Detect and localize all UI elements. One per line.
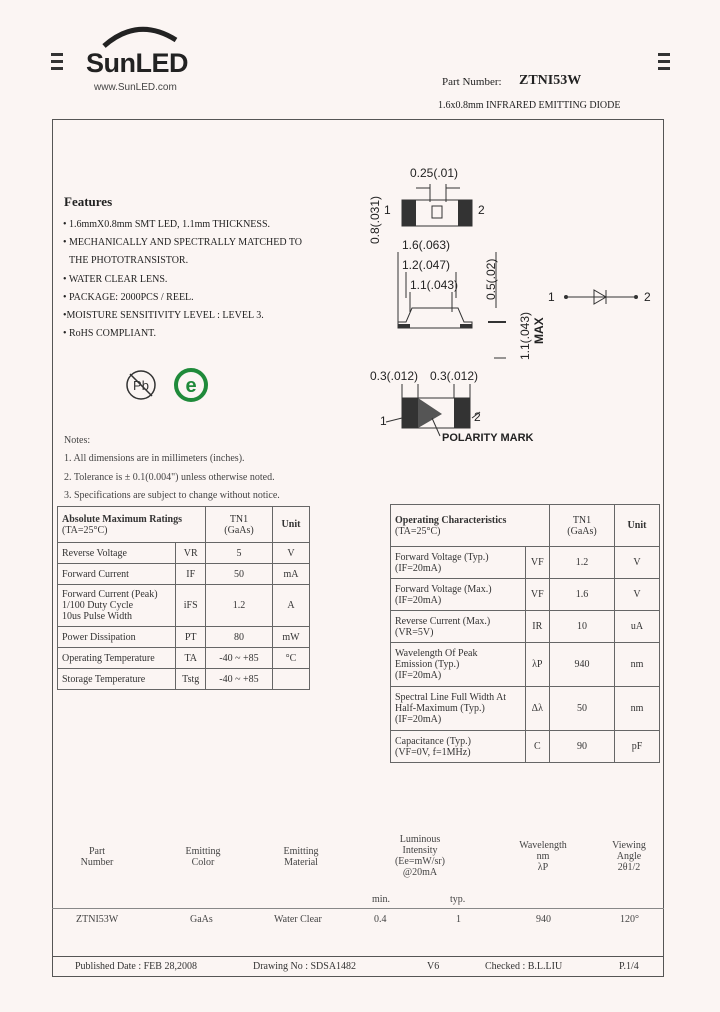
op-value-cell: 1.2: [550, 547, 615, 579]
abs-symbol-cell: iFS: [176, 585, 206, 627]
abs-value-cell: -40 ~ +85: [206, 669, 273, 690]
sun-arc-icon: [100, 24, 180, 48]
rohs-e-icon: [172, 366, 210, 404]
op-value-cell: 50: [550, 687, 615, 731]
note-item: 1. All dimensions are in millimeters (inches).: [64, 453, 245, 465]
pb-text: Pb: [133, 378, 149, 393]
guide-divider: [52, 908, 664, 909]
feature-item: THE PHOTOTRANSISTOR.: [69, 255, 189, 267]
pin-1-label: 1: [384, 203, 391, 217]
h-material: Emitting Material: [283, 846, 319, 868]
features-title: Features: [64, 194, 113, 209]
footer: [52, 957, 664, 977]
abs-value-cell: -40 ~ +85: [206, 648, 273, 669]
part-number: ZTNI53W: [519, 73, 582, 88]
dim-025: 0.25(.01): [410, 166, 459, 180]
feature-item: •MOISTURE SENSITIVITY LEVEL : LEVEL 3.: [63, 310, 264, 322]
abs-param-cell: Forward Current (Peak) 1/100 Duty Cycle 10us Pulse Width: [58, 585, 176, 627]
circuit-pin-2: 2: [644, 290, 651, 304]
op-unit-cell: V: [615, 579, 660, 611]
h-luminous: Luminous Intensity (Ee=mW/sr) @20mA: [394, 834, 446, 878]
op-symbol-cell: λP: [525, 643, 549, 687]
op-value-cell: 90: [550, 731, 615, 763]
op-param-cell: Wavelength Of Peak Emission (Typ.) (IF=20mA): [391, 643, 526, 687]
op-symbol-cell: Δλ: [525, 687, 549, 731]
website-link[interactable]: www.SunLED.com: [94, 82, 177, 93]
notes-block: [64, 432, 280, 505]
abs-symbol-cell: PT: [176, 627, 206, 648]
op-symbol-cell: C: [525, 731, 549, 763]
typ-label: typ.: [450, 894, 466, 905]
abs-param-cell: Forward Current: [58, 564, 176, 585]
abs-header: Absolute Maximum Ratings (TA=25°C): [58, 507, 206, 543]
op-unit-cell: nm: [615, 687, 660, 731]
max-label: MAX: [532, 317, 546, 344]
row-wave: 940: [536, 914, 551, 925]
feature-item: • RoHS COMPLIANT.: [63, 328, 157, 340]
features-list: [63, 216, 302, 343]
feature-item: • 1.6mmX0.8mm SMT LED, 1.1mm THICKNESS.: [63, 219, 271, 230]
abs-unit-cell: [273, 669, 310, 690]
abs-unit-header: Unit: [273, 507, 310, 543]
abs-unit-cell: mW: [273, 627, 310, 648]
feature-item: • WATER CLEAR LENS.: [63, 273, 168, 285]
bottom-pin-1: 1: [380, 414, 387, 428]
op-header: Operating Characteristics (TA=25°C): [391, 505, 550, 547]
row-angle: 120°: [620, 914, 639, 925]
e-text: e: [185, 375, 197, 397]
dim-12: 1.2(.047): [402, 258, 451, 272]
abs-value-cell: 80: [206, 627, 273, 648]
abs-unit-cell: mA: [273, 564, 310, 585]
abs-unit-cell: V: [273, 543, 310, 564]
op-row: [391, 687, 660, 731]
checked-by: Checked : B.L.LIU: [485, 961, 563, 972]
published-date: Published Date : FEB 28,2008: [75, 961, 197, 972]
abs-param-cell: Storage Temperature: [58, 669, 176, 690]
row-material: Water Clear: [274, 914, 322, 925]
dim-03b: 0.3(.012): [430, 369, 479, 383]
polarity-mark-label: POLARITY MARK: [442, 432, 534, 444]
row-part: ZTNI53W: [76, 914, 119, 925]
row-color: GaAs: [190, 914, 213, 925]
op-unit-cell: V: [615, 547, 660, 579]
abs-row: [58, 543, 310, 564]
operating-characteristics-table: [390, 504, 660, 763]
min-label: min.: [372, 894, 391, 905]
note-item: 3. Specifications are subject to change without notice.: [64, 489, 280, 501]
version: V6: [427, 961, 440, 972]
op-row: [391, 579, 660, 611]
h-part: Part Number: [80, 846, 114, 868]
absolute-max-table: [57, 506, 310, 690]
op-tn1-header: TN1 (GaAs): [550, 505, 615, 547]
op-unit-cell: pF: [615, 731, 660, 763]
h-color: Emitting Color: [185, 846, 221, 868]
dim-16: 1.6(.063): [402, 238, 451, 252]
abs-value-cell: 50: [206, 564, 273, 585]
dim-05: 0.5(.02): [484, 258, 498, 300]
op-param-cell: Forward Voltage (Typ.) (IF=20mA): [391, 547, 526, 579]
abs-symbol-cell: IF: [176, 564, 206, 585]
op-row: [391, 731, 660, 763]
abs-symbol-cell: TA: [176, 648, 206, 669]
op-value-cell: 940: [550, 643, 615, 687]
dim-11max: 1.1(.043): [518, 311, 532, 360]
h-angle: Viewing Angle 2θ1/2: [612, 840, 646, 873]
notes-title: Notes:: [64, 435, 91, 446]
op-unit-cell: nm: [615, 643, 660, 687]
dim-08: 0.8(.031): [368, 195, 382, 244]
op-symbol-cell: VF: [525, 547, 549, 579]
op-row: [391, 643, 660, 687]
op-symbol-cell: VF: [525, 579, 549, 611]
row-lum-typ: 1: [456, 914, 461, 925]
op-param-cell: Forward Voltage (Max.) (IF=20mA): [391, 579, 526, 611]
op-row: [391, 611, 660, 643]
row-lum-min: 0.4: [374, 914, 387, 925]
abs-row: [58, 564, 310, 585]
description: 1.6x0.8mm INFRARED EMITTING DIODE: [438, 100, 621, 111]
abs-value-cell: 5: [206, 543, 273, 564]
op-unit-cell: uA: [615, 611, 660, 643]
op-param-cell: Spectral Line Full Width At Half-Maximum (Typ.) (IF=20mA): [391, 687, 526, 731]
abs-row: [58, 648, 310, 669]
op-row: [391, 547, 660, 579]
abs-symbol-cell: VR: [176, 543, 206, 564]
abs-row: [58, 669, 310, 690]
abs-param-cell: Operating Temperature: [58, 648, 176, 669]
op-param-cell: Reverse Current (Max.) (VR=5V): [391, 611, 526, 643]
abs-unit-cell: °C: [273, 648, 310, 669]
h-wavelength: Wavelength nm λP: [519, 840, 567, 873]
dim-11: 1.1(.043): [410, 278, 459, 292]
circuit-pin-1: 1: [548, 290, 555, 304]
feature-item: • MECHANICALLY AND SPECTRALLY MATCHED TO: [63, 237, 303, 249]
bottom-pin-2: 2: [474, 410, 481, 424]
dim-03a: 0.3(.012): [370, 369, 419, 383]
brand-logo: SunLED: [86, 48, 188, 78]
abs-param-cell: Reverse Voltage: [58, 543, 176, 564]
abs-symbol-cell: Tstg: [176, 669, 206, 690]
pb-free-icon: [124, 368, 158, 402]
abs-tn1-header: TN1 (GaAs): [206, 507, 273, 543]
top-view-drawing: [396, 180, 486, 240]
left-bars-icon: [51, 53, 63, 74]
right-bars-icon: [658, 53, 670, 74]
drawing-no: Drawing No : SDSA1482: [253, 961, 357, 972]
abs-row: [58, 585, 310, 627]
abs-unit-cell: A: [273, 585, 310, 627]
op-unit-header: Unit: [615, 505, 660, 547]
page-number: P.1/4: [619, 961, 639, 972]
abs-param-cell: Power Dissipation: [58, 627, 176, 648]
part-number-label: Part Number:: [442, 76, 502, 88]
op-symbol-cell: IR: [525, 611, 549, 643]
note-item: 2. Tolerance is ± 0.1(0.004") unless otherwise noted.: [64, 471, 275, 483]
abs-value-cell: 1.2: [206, 585, 273, 627]
op-value-cell: 1.6: [550, 579, 615, 611]
abs-row: [58, 627, 310, 648]
pin-2-label: 2: [478, 203, 485, 217]
feature-item: • PACKAGE: 2000PCS / REEL.: [63, 291, 194, 303]
op-value-cell: 10: [550, 611, 615, 643]
op-param-cell: Capacitance (Typ.) (VF=0V, f=1MHz): [391, 731, 526, 763]
diode-symbol-icon: [560, 286, 642, 310]
